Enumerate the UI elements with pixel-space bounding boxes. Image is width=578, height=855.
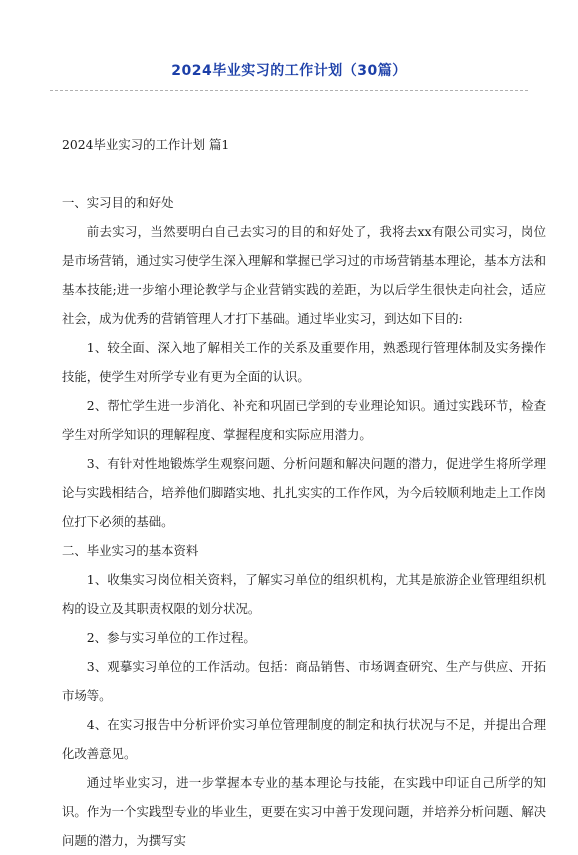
- paragraph-5: 1、收集实习岗位相关资料，了解实习单位的组织机构，尤其是旅游企业管理组织机构的设立及其职责权限的划分状况。: [62, 572, 546, 616]
- paragraph-6: 2、参与实习单位的工作过程。: [86, 630, 256, 645]
- article-subtitle: 2024毕业实习的工作计划 篇1: [62, 137, 230, 152]
- paragraph-9: 通过毕业实习，进一步掌握本专业的基本理论与技能，在实践中印证自己所学的知识。作为一个实践型专业的毕业生，更要在实习中善于发现问题，并培养分析问题、解决问题的潜力，为撰写实: [62, 775, 546, 848]
- spacer: [62, 159, 546, 188]
- section-heading-2: 二、毕业实习的基本资料: [62, 543, 199, 558]
- document-body: [62, 130, 546, 855]
- section-heading-1: 一、实习目的和好处: [62, 195, 174, 210]
- title-divider: [50, 90, 528, 91]
- paragraph-1: 前去实习，当然要明白自己去实习的目的和好处了，我将去xx有限公司实习，岗位是市场营销，通过实习使学生深入理解和掌握已学习过的市场营销基本理论，基本方法和基本技能;进一步缩小理论教学与企业营销实践的差距，为以后学生很快走向社会，适应社会，成为优秀的营销管理人才打下基础。通过毕业实习，到达如下目的:: [62, 224, 546, 326]
- paragraph-8: 4、在实习报告中分析评价实习单位管理制度的制定和执行状况与不足，并提出合理化改善意见。: [62, 717, 546, 761]
- document-title: 2024毕业实习的工作计划（30篇）: [171, 63, 407, 79]
- paragraph-7: 3、观摹实习单位的工作活动。包括：商品销售、市场调查研究、生产与供应、开拓市场等。: [62, 659, 546, 703]
- paragraph-2: 1、较全面、深入地了解相关工作的关系及重要作用，熟悉现行管理体制及实务操作技能，使学生对所学专业有更为全面的认识。: [62, 340, 546, 384]
- paragraph-4: 3、有针对性地锻炼学生观察问题、分析问题和解决问题的潜力，促进学生将所学理论与实践相结合，培养他们脚踏实地、扎扎实实的工作作风，为今后较顺利地走上工作岗位打下必须的基础。: [62, 456, 546, 529]
- paragraph-3: 2、帮忙学生进一步消化、补充和巩固已学到的专业理论知识。通过实践环节，检查学生对所学知识的理解程度、掌握程度和实际应用潜力。: [62, 398, 546, 442]
